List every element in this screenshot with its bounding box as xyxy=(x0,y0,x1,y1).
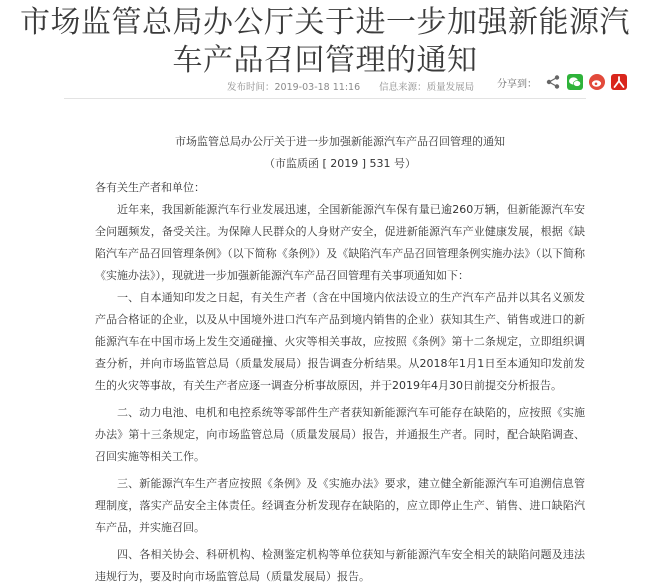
document-body xyxy=(95,131,585,588)
article-title xyxy=(0,4,650,80)
document-title: 市场监管总局办公厅关于进一步加强新能源汽车产品召回管理的通知 xyxy=(175,135,505,148)
article-title-line-2: 车产品召回管理的通知 xyxy=(172,43,478,78)
share-bar xyxy=(497,74,627,90)
paragraph-item-4: 四、各相关协会、科研机构、检测鉴定机构等单位获知与新能源汽车安全相关的缺陷问题及违法违规行为，要及时向市场监管总局（质量发展局）报告。 xyxy=(95,548,585,583)
salutation: 各有关生产者和单位： xyxy=(95,181,205,194)
share-icon[interactable] xyxy=(545,74,561,90)
article-meta xyxy=(227,79,490,93)
paragraph-item-2: 二、动力电池、电机和电控系统等零部件生产者获知新能源汽车可能存在缺陷的，应按照《实施办法》第十三条规定，向市场监管总局（质量发展局）报告，并通报生产者。同时，配合缺陷调查、召回实施等相关工作。 xyxy=(95,406,585,463)
share-label: 分享到： xyxy=(497,78,537,90)
paragraph-intro: 近年来，我国新能源汽车行业发展迅速，全国新能源汽车保有量已逾260万辆，但新能源汽车安全问题频发，备受关注。为保障人民群众的人身财产安全，促进新能源汽车产业健康发展，根据《缺陷汽车产品召回管理条例》（以下简称《条例》）及《缺陷汽车产品召回管理条例实施办法》（以下简称《实施办法》），现就进一步加强新能源汽车产品召回管理有关事项通知如下： xyxy=(95,203,585,282)
weibo-icon[interactable] xyxy=(589,74,605,90)
info-source: 信息来源：质量发展局 xyxy=(379,82,475,93)
paragraph-item-3: 三、新能源汽车生产者应按照《条例》及《实施办法》要求，建立健全新能源汽车可追溯信息管理制度，落实产品安全主体责任。经调查分析发现存在缺陷的，应立即停止生产、销售、进口缺陷汽车产品，并实施召回。 xyxy=(95,477,585,534)
title-divider xyxy=(64,98,586,99)
wechat-icon[interactable] xyxy=(567,74,583,90)
publish-time: 发布时间：2019-03-18 11:16 xyxy=(227,82,361,93)
document-number: （市监质函 [ 2019 ] 531 号） xyxy=(263,157,417,170)
people-daily-icon[interactable] xyxy=(611,74,627,90)
paragraph-item-1: 一、自本通知印发之日起，有关生产者（含在中国境内依法设立的生产汽车产品并以其名义颁发产品合格证的企业，以及从中国境外进口汽车产品到境内销售的企业）获知其生产、销售或进口的新能源汽车在中国市场上发生交通碰撞、火灾等相关事故，应按照《条例》第十二条规定，立即组织调查分析，并向市场监管总局（质量发展局）报告调查分析结果。从2018年1月1日至本通知印发前发生的火灾等事故，有关生产者应逐一调查分析事故原因，并于2019年4月30日前提交分析报告。 xyxy=(95,291,585,392)
article-title-line-1: 市场监管总局办公厅关于进一步加强新能源汽 xyxy=(20,5,630,40)
